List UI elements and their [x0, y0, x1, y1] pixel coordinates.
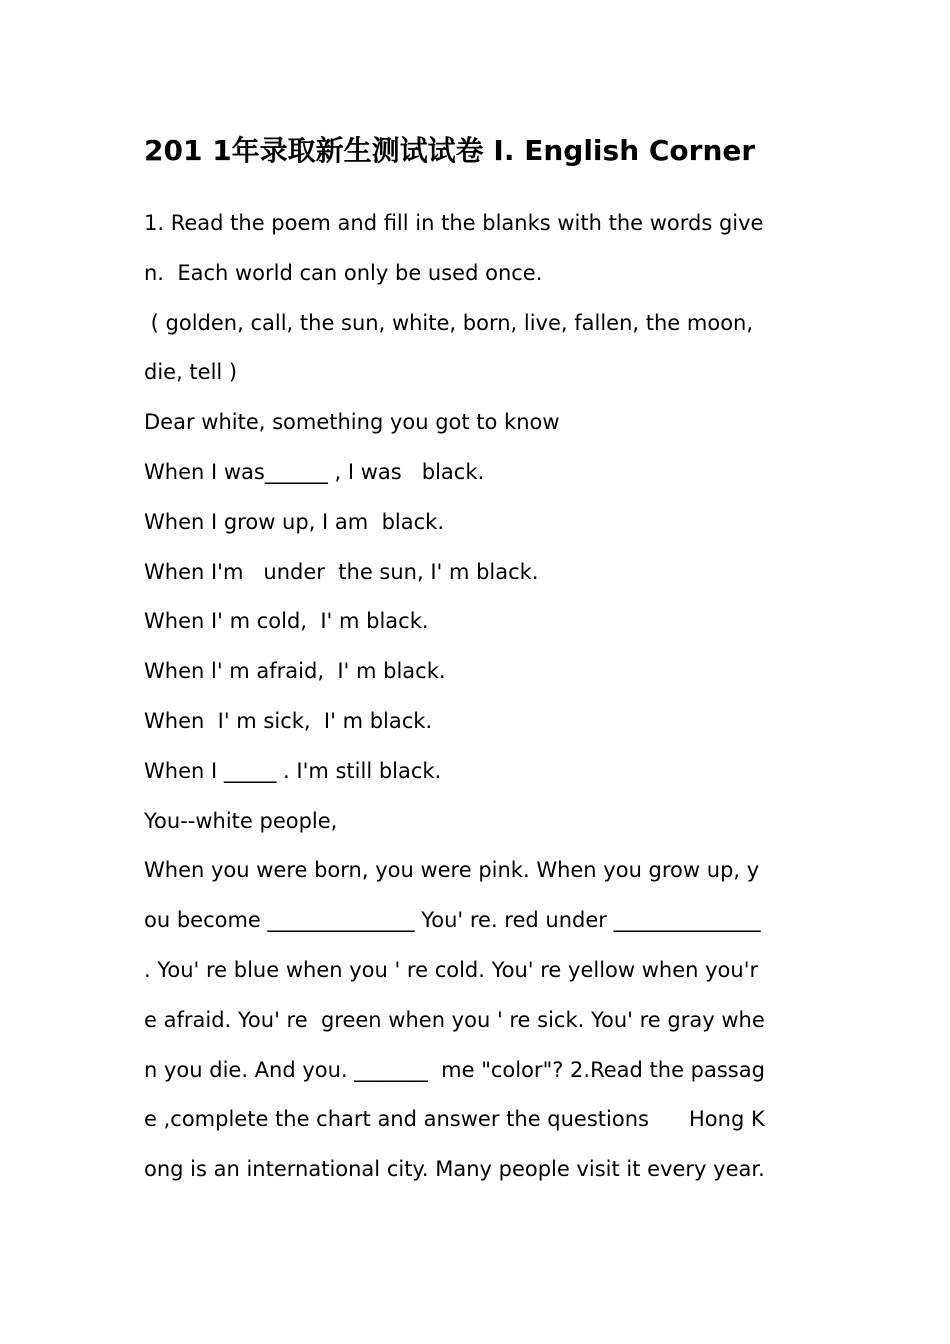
text-line-4: die, tell )	[144, 360, 238, 385]
text-line-11: When I' m sick, I' m black.	[144, 708, 433, 733]
text-line-7: When I grow up, I am black.	[144, 509, 444, 534]
text-line-13: You--white people,	[144, 808, 338, 833]
text-line-14: When you were born, you were pink. When you grow up, y	[144, 858, 760, 883]
text-line-8: When I'm under the sun, I' m black.	[144, 559, 539, 584]
text-line-3: ( golden, call, the sun, white, born, live, fallen, the moon,	[144, 310, 754, 335]
text-line-20: ong is an international city. Many people visit it every year.	[144, 1157, 765, 1182]
text-line-5: Dear white, something you got to know	[144, 410, 560, 435]
text-line-10: When l' m afraid, I' m black.	[144, 659, 446, 684]
text-line-2: n. Each world can only be used once.	[144, 260, 543, 285]
document-body	[144, 199, 824, 1195]
text-line-17: e afraid. You' re green when you ' re sick. You' re gray whe	[144, 1007, 765, 1032]
text-line-9: When I' m cold, I' m black.	[144, 609, 429, 634]
text-line-1: 1. Read the poem and fill in the blanks with the words give	[144, 211, 764, 235]
text-line-16: . You' re blue when you ' re cold. You' re yellow when you'r	[144, 957, 759, 982]
text-line-12: When I _____ . I'm still black.	[144, 758, 442, 783]
text-line-19: e ,complete the chart and answer the questions Hong K	[144, 1107, 765, 1132]
text-line-6: When I was______ , I was black.	[144, 459, 485, 484]
text-line-18: n you die. And you. _______ me "color"? 2.Read the passag	[144, 1057, 765, 1082]
text-line-15: ou become ______________ You' re. red under ______________	[144, 908, 761, 933]
page-title: 201 1年录取新生测试试卷 I. English Corner	[144, 134, 756, 167]
